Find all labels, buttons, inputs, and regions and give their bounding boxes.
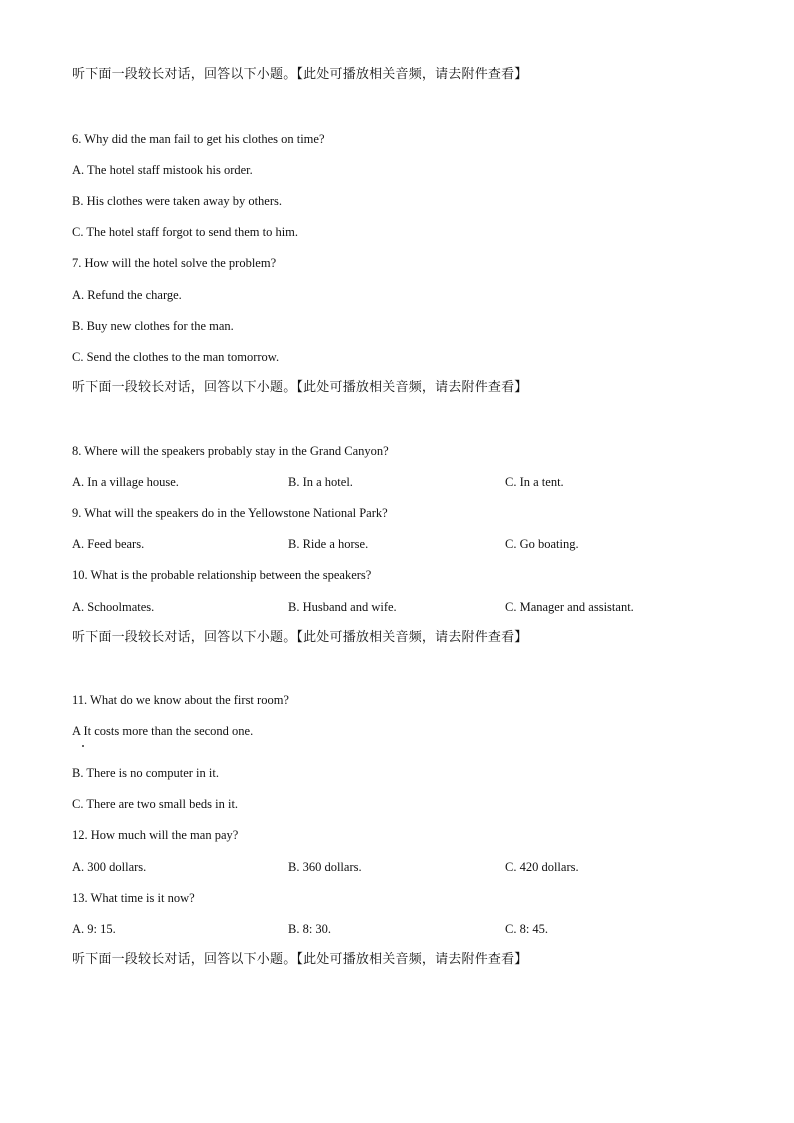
stray-dot xyxy=(82,745,84,747)
instruction-4: 听下面一段较长对话，回答以下小题。【此处可播放相关音频，请去附件查看】 xyxy=(72,952,528,967)
q11-option-b: B. There is no computer in it. xyxy=(72,766,219,780)
q8-option-a: A. In a village house. xyxy=(72,475,179,489)
q12-option-b: B. 360 dollars. xyxy=(288,860,362,874)
instruction-3: 听下面一段较长对话，回答以下小题。【此处可播放相关音频，请去附件查看】 xyxy=(72,630,528,645)
q8-option-b: B. In a hotel. xyxy=(288,475,353,489)
question-10: 10. What is the probable relationship between the speakers? xyxy=(72,568,372,582)
question-7: 7. How will the hotel solve the problem? xyxy=(72,256,277,270)
q8-option-c: C. In a tent. xyxy=(505,475,564,489)
q13-option-b: B. 8: 30. xyxy=(288,922,332,936)
q7-option-b: B. Buy new clothes for the man. xyxy=(72,319,234,333)
instruction-1: 听下面一段较长对话，回答以下小题。【此处可播放相关音频，请去附件查看】 xyxy=(72,67,528,82)
q6-option-a: A. The hotel staff mistook his order. xyxy=(72,163,253,177)
question-12: 12. How much will the man pay? xyxy=(72,828,239,842)
q9-option-a: A. Feed bears. xyxy=(72,537,145,551)
q13-option-a: A. 9: 15. xyxy=(72,922,116,936)
question-11: 11. What do we know about the first room? xyxy=(72,693,289,707)
q10-option-b: B. Husband and wife. xyxy=(288,600,397,614)
q12-option-a: A. 300 dollars. xyxy=(72,860,147,874)
q6-option-c: C. The hotel staff forgot to send them to him. xyxy=(72,225,299,239)
q10-option-c: C. Manager and assistant. xyxy=(505,600,634,614)
question-8: 8. Where will the speakers probably stay in the Grand Canyon? xyxy=(72,444,389,458)
q7-option-a: A. Refund the charge. xyxy=(72,288,182,302)
q7-option-c: C. Send the clothes to the man tomorrow. xyxy=(72,350,280,364)
question-13: 13. What time is it now? xyxy=(72,891,195,905)
q9-option-c: C. Go boating. xyxy=(505,537,579,551)
q9-option-b: B. Ride a horse. xyxy=(288,537,369,551)
q6-option-b: B. His clothes were taken away by others. xyxy=(72,194,283,208)
question-9: 9. What will the speakers do in the Yellowstone National Park? xyxy=(72,506,388,520)
q10-option-a: A. Schoolmates. xyxy=(72,600,155,614)
q11-option-c: C. There are two small beds in it. xyxy=(72,797,239,811)
question-6: 6. Why did the man fail to get his clothes on time? xyxy=(72,132,325,146)
instruction-2: 听下面一段较长对话，回答以下小题。【此处可播放相关音频，请去附件查看】 xyxy=(72,380,528,395)
q12-option-c: C. 420 dollars. xyxy=(505,860,579,874)
q13-option-c: C. 8: 45. xyxy=(505,922,549,936)
q11-option-a: A It costs more than the second one. xyxy=(72,724,254,738)
